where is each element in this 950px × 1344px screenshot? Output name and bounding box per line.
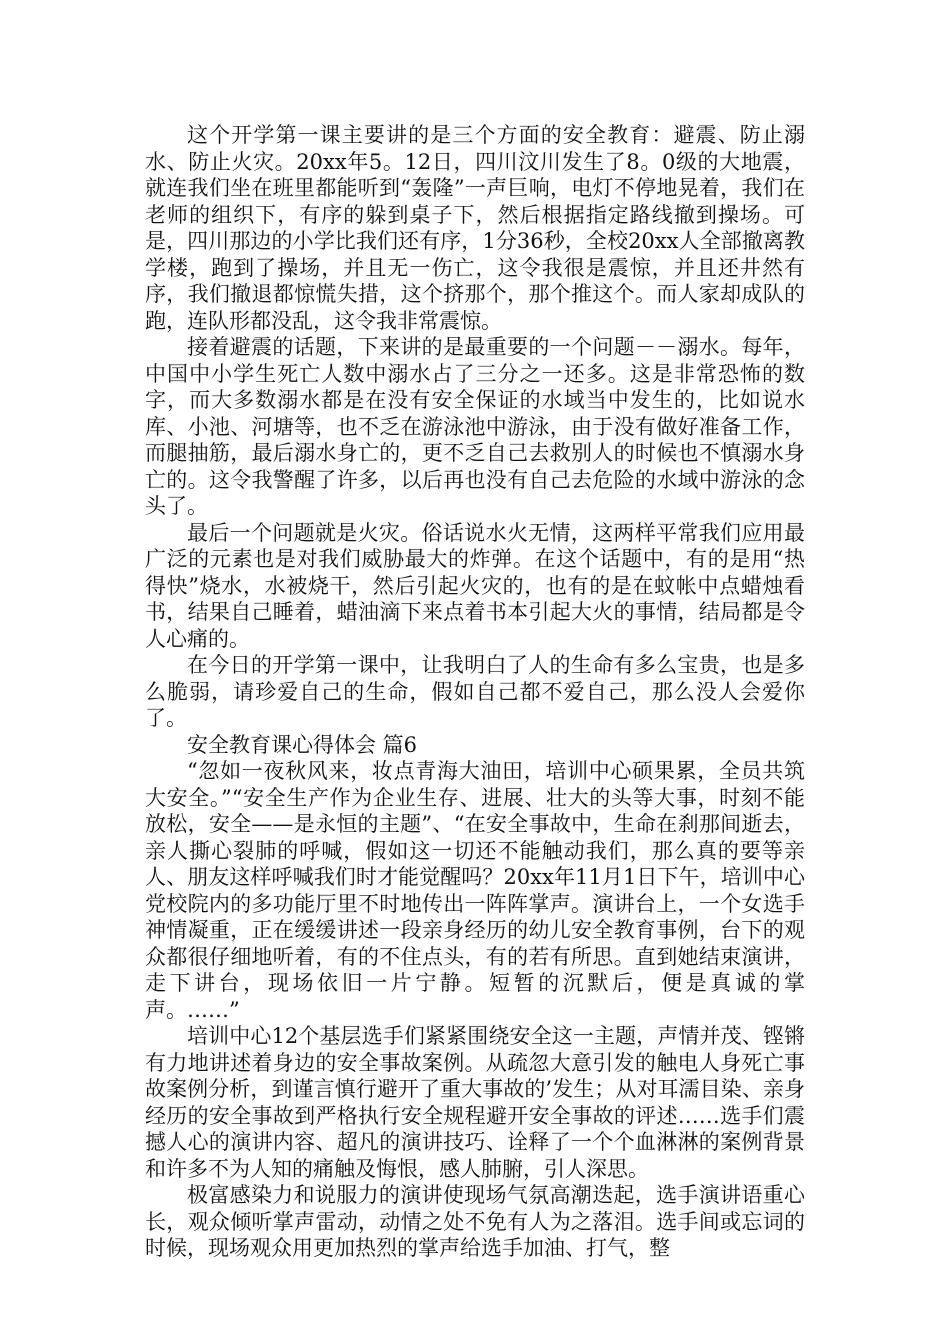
paragraph-drowning: 接着避震的话题，下来讲的是最重要的一个问题－－溺水。每年，中国中小学生死亡人数中溺水占了三分之一还多。这是非常恐怖的数字，而大多数溺水都是在没有安全保证的水域当中发生的，比如说水库、小池、河塘等，也不乏在游泳池中游泳，由于没有做好准备工作，而腿抽筋，最后溺水身亡的，更不乏自己去救别人的时候也不慎溺水身亡的。这令我警醒了许多，以后再也没有自己去危险的水域中游泳的念头了。 xyxy=(145,335,805,518)
paragraph-conclusion: 在今日的开学第一课中，让我明白了人的生命有多么宝贵，也是多么脆弱，请珍爱自己的生命，假如自己都不爱自己，那么没人会爱你了。 xyxy=(145,653,805,730)
paragraph-fire: 最后一个问题就是火灾。俗话说水火无情，这两样平常我们应用最广泛的元素也是对我们威胁最大的炸弹。在这个话题中，有的是用“热得快”烧水，水被烧干，然后引起火灾的，也有的是在蚊帐中点蜡烛看书，结果自己睡着，蜡油滴下来点着书本引起大火的事情，结局都是令人心痛的。 xyxy=(145,520,805,651)
section-heading: 安全教育课心得体会 篇6 xyxy=(187,732,418,757)
document-body xyxy=(145,122,805,1262)
paragraph-speech-contestants: 培训中心12个基层选手们紧紧围绕安全这一主题，声情并茂、铿锵有力地讲述着身边的安全事故案例。从疏忽大意引发的触电人身死亡事故案例分析，到谨言慎行避开了重大事故的’发生；从对耳濡目染、亲身经历的安全事故到严格执行安全规程避开安全事故的评述……选手们震撼人心的演讲内容、超凡的演讲技巧、诠释了一个个血淋淋的案例背景和许多不为人知的痛触及悔恨，感人肺腑，引人深思。 xyxy=(145,1024,805,1181)
paragraph-speech-intro: “忽如一夜秋风来，妆点青海大油田，培训中心硕果累，全员共筑大安全。”“安全生产作为企业生存、进展、壮大的头等大事，时刻不能放松，安全——是永恒的主题”、“在安全事故中，生命在刹那间逝去，亲人撕心裂肺的呼喊，假如这一切还不能触动我们，那么真的要等亲人、朋友这样呼喊我们时才能觉醒吗？20xx年11月1日下午，培训中心党校院内的多功能厅里不时地传出一阵阵掌声。演讲台上，一个女选手神情凝重，正在缓缓讲述一段亲身经历的幼儿安全教育事例，台下的观众都很仔细地听着，有的不住点头，有的若有所思。直到她结束演讲，走下讲台，现场依旧一片宁静。短暂的沉默后，便是真诚的掌声。……” xyxy=(145,759,805,1022)
paragraph-earthquake: 这个开学第一课主要讲的是三个方面的安全教育：避震、防止溺水、防止火灾。20xx年5。12日，四川汶川发生了8。0级的大地震，就连我们坐在班里都能听到“轰隆”一声巨响，电灯不停地晃着，我们在老师的组织下，有序的躲到桌子下，然后根据指定路线撤到操场。可是，四川那边的小学比我们还有序，1分36秒，全校20xx人全部撤离教学楼，跑到了操场，并且无一伤亡，这令我很是震惊，并且还井然有序，我们撤退都惊慌失措，这个挤那个，那个推这个。而人家却成队的跑，连队形都没乱，这令我非常震惊。 xyxy=(145,123,805,333)
paragraph-speech-atmosphere: 极富感染力和说服力的演讲使现场气氛高潮迭起，选手演讲语重心长，观众倾听掌声雷动，动情之处不免有人为之落泪。选手间或忘词的时候，现场观众用更加热烈的掌声给选手加油、打气，整 xyxy=(145,1183,805,1260)
